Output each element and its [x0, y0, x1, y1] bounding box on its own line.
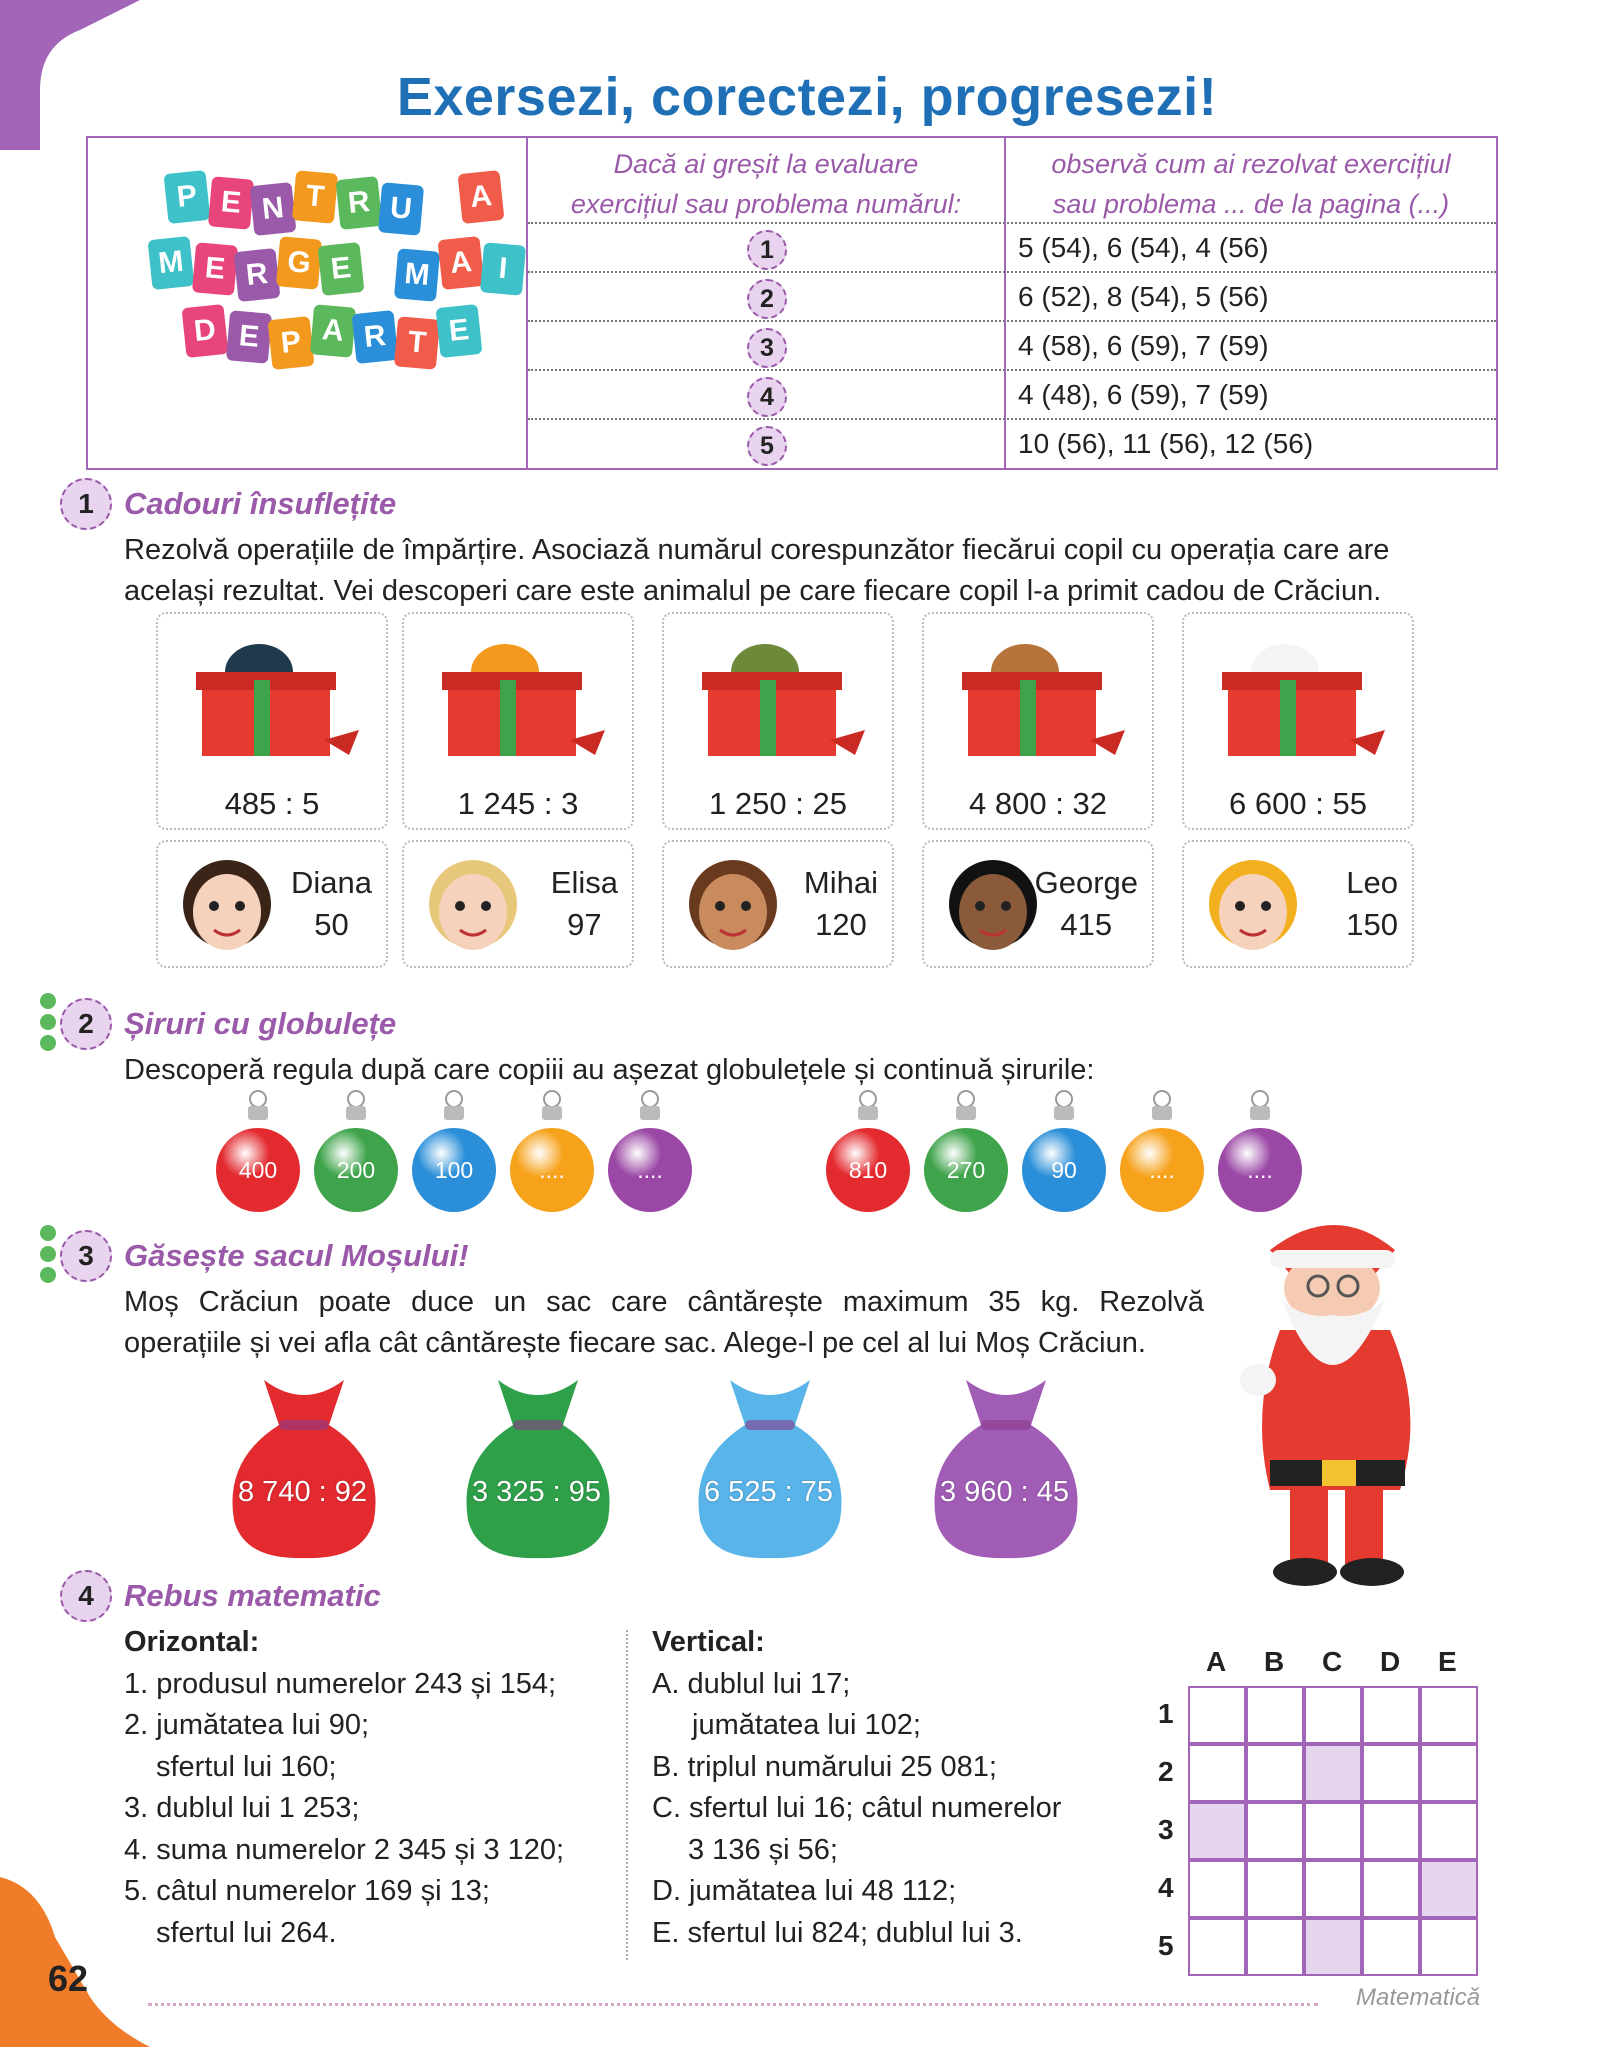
clue: A. dublul lui 17; — [652, 1667, 851, 1700]
grid-cell — [1188, 1918, 1246, 1976]
division-operation: 1 250 : 25 — [709, 786, 847, 821]
grid-column-label: B — [1264, 1646, 1285, 1677]
motto-letter-tile: E — [208, 176, 254, 229]
sack-icon — [224, 1370, 384, 1560]
exercise-title: Rebus matematic — [124, 1578, 381, 1613]
division-operation: 1 245 : 3 — [457, 786, 579, 821]
grid-cell — [1304, 1802, 1362, 1860]
row-reference: 10 (56), 11 (56), 12 (56) — [1018, 428, 1314, 459]
christmas-ornament — [1218, 1128, 1302, 1212]
gift-card — [156, 612, 388, 830]
motto-letter-tile: E — [318, 242, 365, 296]
rabbit-gift-icon — [1200, 620, 1400, 770]
grid-cell — [1188, 1744, 1246, 1802]
child-name: Elisa — [550, 865, 618, 900]
clue: jumătatea lui 102; — [692, 1709, 921, 1741]
grid-cell — [1304, 1744, 1362, 1802]
division-operation: 485 : 5 — [224, 786, 320, 821]
exercise-number: 2 — [60, 998, 112, 1050]
row-reference: 4 (58), 6 (59), 7 (59) — [1018, 330, 1269, 361]
child-avatar-icon — [938, 846, 1048, 966]
motto-letter-tile: E — [436, 304, 483, 358]
ornament-label: 100 — [434, 1157, 474, 1183]
kid-card — [662, 840, 894, 968]
clue: sfertul lui 264. — [156, 1916, 337, 1949]
table-row — [528, 271, 1496, 322]
table-row — [528, 418, 1496, 469]
child-avatar-icon — [418, 846, 528, 966]
child-label — [551, 862, 618, 946]
table-header-reference — [1006, 144, 1496, 224]
clue: D. jumătatea lui 48 112; — [652, 1875, 957, 1907]
grid-cell — [1420, 1744, 1478, 1802]
grid-cell — [1420, 1860, 1478, 1918]
motto-letter-tile: M — [148, 236, 195, 290]
exercise-instructions: Descoperă regula după care copiii au așezat globulețele și continuă șirurile: — [124, 1054, 1095, 1086]
child-name: Leo — [1346, 865, 1398, 900]
christmas-ornament — [1022, 1128, 1106, 1212]
motto-letter-tile: A — [438, 236, 485, 290]
row-reference: 5 (54), 6 (54), 4 (56) — [1018, 232, 1269, 263]
christmas-ornament — [314, 1128, 398, 1212]
grid-cell — [1362, 1686, 1420, 1744]
division-operation: 6 600 : 55 — [1229, 786, 1367, 821]
child-label — [1035, 862, 1138, 946]
row-number: 1 — [747, 230, 787, 270]
christmas-ornament — [826, 1128, 910, 1212]
table-row — [528, 222, 1496, 273]
clue: sfertul lui 160; — [156, 1750, 337, 1783]
ornament-label: .... — [539, 1157, 565, 1183]
clue: 3 136 și 56; — [688, 1833, 838, 1866]
grid-column-label: D — [1380, 1646, 1401, 1677]
turtle-gift-icon — [680, 620, 880, 770]
horizontal-clues — [124, 1622, 564, 1954]
ornament-label: .... — [1247, 1157, 1273, 1183]
gift-card — [662, 612, 894, 830]
grid-row-label: 3 — [1158, 1814, 1174, 1845]
header-line: exercițiul sau problema numărul: — [570, 189, 962, 219]
exercise-instructions — [124, 530, 1496, 612]
grid-row-label: 5 — [1158, 1930, 1174, 1961]
christmas-ornament — [216, 1128, 300, 1212]
motto-letter-tile: R — [234, 248, 281, 302]
child-number: 97 — [567, 907, 602, 942]
ornament-cap-icon — [956, 1106, 976, 1120]
clue: 1. produsul numerelor 243 și 154; — [124, 1667, 557, 1700]
vertical-clues — [652, 1622, 1061, 1954]
dog-gift-icon — [174, 620, 374, 770]
ornament-label: 200 — [336, 1157, 376, 1183]
christmas-ornament — [510, 1128, 594, 1212]
ornament-label: 90 — [1051, 1157, 1077, 1183]
text-line: Rezolvă operațiile de împărțire. Asociază numărul corespunzător fiecărui copil cu operația care are — [124, 534, 1390, 566]
gift-card — [1182, 612, 1414, 830]
grid-cell — [1188, 1802, 1246, 1860]
horizontal-title: Orizontal: — [124, 1626, 260, 1658]
clue: C. sfertul lui 16; câtul numerelor — [652, 1792, 1062, 1824]
motto-letter-tile: T — [394, 316, 440, 369]
gift-sack — [458, 1370, 618, 1560]
child-avatar-icon — [172, 846, 282, 966]
row-number: 4 — [747, 377, 787, 417]
exercise-number: 3 — [60, 1230, 112, 1282]
grid-cell — [1246, 1860, 1304, 1918]
grid-cell — [1362, 1918, 1420, 1976]
ornament-cap-icon — [1152, 1106, 1172, 1120]
grid-cell — [1420, 1918, 1478, 1976]
grid-cell — [1246, 1686, 1304, 1744]
child-name: George — [1034, 865, 1138, 900]
christmas-ornament — [608, 1128, 692, 1212]
header-line: sau problema ... de la pagina (...) — [1052, 189, 1450, 219]
child-avatar-icon — [1198, 846, 1308, 966]
clue: 3. dublul lui 1 253; — [124, 1792, 360, 1824]
sack-operation: 3 325 : 95 — [472, 1476, 601, 1508]
kid-card — [402, 840, 634, 968]
grid-cell — [1362, 1744, 1420, 1802]
row-number: 3 — [747, 328, 787, 368]
squirrel-gift-icon — [420, 620, 620, 770]
motto-letter-tile: R — [352, 310, 399, 364]
kid-card — [922, 840, 1154, 968]
child-avatar-icon — [678, 846, 788, 966]
grid-cell — [1420, 1686, 1478, 1744]
grid-cell — [1304, 1860, 1362, 1918]
text-line: operațiile și vei afla cât cântărește fiecare sac. Alege-l pe cel al lui Moș Crăciun. — [124, 1327, 1146, 1359]
ornament-label: 810 — [848, 1157, 888, 1183]
exercise-title: Cadouri însuflețite — [124, 486, 397, 521]
ornament-cap-icon — [444, 1106, 464, 1120]
christmas-ornament — [924, 1128, 1008, 1212]
child-name: Diana — [291, 865, 372, 900]
gift-card — [922, 612, 1154, 830]
exercise-instructions — [124, 1282, 1204, 1364]
child-number: 50 — [314, 907, 349, 942]
grid-column-label: C — [1322, 1646, 1343, 1677]
text-line: Moș Crăciun poate duce un sac care cântărește maximum 35 kg. Rezolvă — [124, 1286, 1204, 1318]
hamster-gift-icon — [940, 620, 1140, 770]
child-number: 150 — [1346, 907, 1398, 942]
motto-letter-tile: T — [292, 170, 338, 223]
exercise-title: Găsește sacul Moșului! — [124, 1238, 469, 1273]
vertical-title: Vertical: — [652, 1626, 765, 1658]
grid-cell — [1188, 1860, 1246, 1918]
grid-cell — [1188, 1686, 1246, 1744]
division-operation: 4 800 : 32 — [969, 786, 1107, 821]
page-number: 62 — [48, 1958, 89, 1999]
table-header-mistake — [528, 144, 1004, 224]
gift-sack — [224, 1370, 384, 1560]
clue: 2. jumătatea lui 90; — [124, 1709, 370, 1741]
sack-icon — [458, 1370, 618, 1560]
ornament-cap-icon — [248, 1106, 268, 1120]
child-number: 120 — [815, 907, 867, 942]
ornament-label: .... — [637, 1157, 663, 1183]
grid-row-label: 1 — [1158, 1698, 1174, 1729]
subject-label: Matematică — [1356, 1984, 1481, 2011]
header-line: Dacă ai greșit la evaluare — [613, 149, 919, 179]
motto-letter-tile: D — [182, 304, 229, 358]
page-title: Exersezi, corectezi, progresezi! — [396, 67, 1218, 127]
difficulty-dots — [40, 1220, 58, 1288]
ornament-cap-icon — [1054, 1106, 1074, 1120]
exercise-number: 4 — [60, 1570, 112, 1622]
child-label — [804, 862, 878, 946]
review-table — [86, 136, 1498, 470]
motto-letter-tile: E — [226, 310, 272, 363]
motto-letter-tile: M — [394, 248, 440, 301]
motto-letter-tile: N — [250, 182, 297, 236]
child-name: Mihai — [803, 865, 878, 900]
grid-row-label: 2 — [1158, 1756, 1174, 1787]
grid-column-label: E — [1438, 1646, 1457, 1677]
motto-letter-tile: R — [336, 176, 383, 230]
row-number: 2 — [747, 279, 787, 319]
row-reference: 4 (48), 6 (59), 7 (59) — [1018, 379, 1269, 410]
motto-letter-tile: E — [192, 242, 238, 295]
clue: 4. suma numerelor 2 345 și 3 120; — [124, 1833, 565, 1866]
row-number: 5 — [747, 426, 787, 466]
grid-cell — [1362, 1802, 1420, 1860]
grid-cell — [1246, 1744, 1304, 1802]
ornament-label: 270 — [946, 1157, 986, 1183]
text-line: același rezultat. Vei descoperi care este animalul pe care fiecare copil l-a primit cadou de Crăciun. — [124, 575, 1382, 607]
sack-icon — [926, 1370, 1086, 1560]
grid-column-label: A — [1206, 1646, 1227, 1677]
child-label — [291, 862, 372, 946]
motto-letter-tile: P — [164, 170, 211, 224]
sack-icon — [690, 1370, 850, 1560]
kid-card — [1182, 840, 1414, 968]
table-row — [528, 369, 1496, 420]
motto-letter-tile: A — [310, 304, 356, 357]
motto-letter-tile: A — [458, 170, 505, 224]
row-reference: 6 (52), 8 (54), 5 (56) — [1018, 281, 1269, 312]
exercise-title: Șiruri cu globulețe — [124, 1006, 397, 1041]
column-divider — [626, 1630, 628, 1960]
ornament-cap-icon — [1250, 1106, 1270, 1120]
ornament-cap-icon — [346, 1106, 366, 1120]
child-number: 415 — [1060, 907, 1113, 942]
sack-operation: 8 740 : 92 — [238, 1476, 367, 1508]
grid-row-label: 4 — [1158, 1872, 1174, 1903]
santa-illustration — [1210, 1210, 1460, 1590]
clue: 5. câtul numerelor 169 și 13; — [124, 1875, 490, 1907]
header-line: observă cum ai rezolvat exercițiul — [1051, 149, 1451, 179]
ornament-cap-icon — [640, 1106, 660, 1120]
grid-cell — [1246, 1918, 1304, 1976]
christmas-ornament — [412, 1128, 496, 1212]
ornament-cap-icon — [858, 1106, 878, 1120]
ornament-cap-icon — [542, 1106, 562, 1120]
grid-cell — [1420, 1802, 1478, 1860]
ornament-label: 400 — [238, 1157, 278, 1183]
sack-operation: 6 525 : 75 — [704, 1476, 833, 1508]
clue: B. triplul numărului 25 081; — [652, 1750, 997, 1783]
footer-divider — [148, 2003, 1318, 2006]
exercise-number: 1 — [60, 478, 112, 530]
clue: E. sfertul lui 824; dublul lui 3. — [652, 1916, 1023, 1949]
difficulty-dots — [40, 988, 58, 1056]
motto-letter-tile: I — [480, 242, 526, 295]
gift-sack — [926, 1370, 1086, 1560]
motto-letter-tile: P — [268, 316, 315, 370]
grid-cell — [1362, 1860, 1420, 1918]
motto-letter-tile: G — [276, 236, 322, 289]
grid-cell — [1246, 1802, 1304, 1860]
grid-cell — [1304, 1918, 1362, 1976]
kid-card — [156, 840, 388, 968]
gift-sack — [690, 1370, 850, 1560]
sack-operation: 3 960 : 45 — [940, 1476, 1069, 1508]
grid-cell — [1304, 1686, 1362, 1744]
ornament-label: .... — [1149, 1157, 1175, 1183]
christmas-ornament — [1120, 1128, 1204, 1212]
child-label — [1346, 862, 1398, 946]
motto-letter-tile: U — [378, 182, 424, 235]
table-row — [528, 320, 1496, 371]
gift-card — [402, 612, 634, 830]
